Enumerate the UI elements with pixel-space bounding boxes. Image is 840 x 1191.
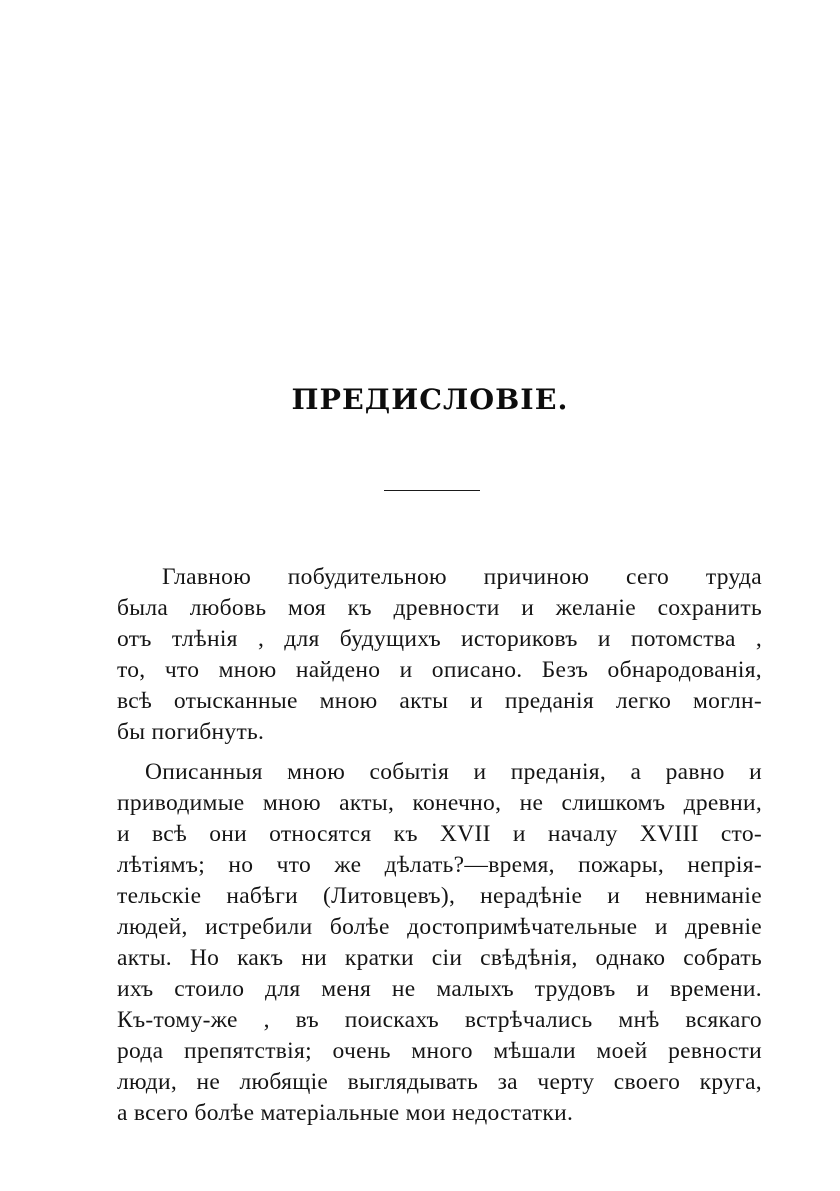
- text-line: люди, не любящіе выглядывать за черту своего круга,: [117, 1069, 762, 1095]
- text-line: Описанныя мною событія и преданія, а равно и: [145, 759, 762, 785]
- text-line: отъ тлѣнія , для будущихъ историковъ и потомства ,: [117, 626, 762, 652]
- text-line: всѣ отысканные мною акты и преданія легко моглн-: [117, 688, 762, 714]
- text-line: Къ-тому-же , въ поискахъ встрѣчались мнѣ всякаго: [117, 1007, 762, 1033]
- text-line: приводимые мною акты, конечно, не слишкомъ древни,: [117, 790, 762, 816]
- text-line: бы погибнуть.: [117, 719, 265, 745]
- text-line: ихъ стоило для меня не малыхъ трудовъ и времени.: [117, 976, 762, 1002]
- paragraph-2: [117, 757, 762, 1129]
- text-line: была любовь моя къ древности и желаніе сохранить: [117, 595, 762, 621]
- text-line: Главною побудительною причиною сего труда: [162, 564, 762, 590]
- text-line: а всего болѣе матеріальные мои недостатки.: [117, 1100, 574, 1126]
- paragraph-gap: [117, 748, 762, 757]
- text-line: лѣтіямъ; но что же дѣлать?—время, пожары, непрія-: [117, 852, 762, 878]
- text-line: тельскіе набѣги (Литовцевъ), нерадѣніе и невниманіе: [117, 883, 762, 909]
- paragraph-1: [117, 562, 762, 748]
- title-divider: [384, 490, 480, 491]
- text-line: и всѣ они относятся къ XVII и началу XVIII сто-: [117, 821, 762, 847]
- preface-text: [117, 562, 762, 1129]
- text-line: людей, истребили болѣе достопримѣчательные и древніе: [117, 914, 762, 940]
- page-title: ПРЕДИСЛОВІЕ.: [291, 383, 569, 416]
- text-line: рода препятствія; очень много мѣшали моей ревности: [117, 1038, 762, 1064]
- text-line: акты. Но какъ ни кратки сіи свѣдѣнія, однако собрать: [117, 945, 762, 971]
- text-line: то, что мною найдено и описано. Безъ обнародованія,: [117, 657, 762, 683]
